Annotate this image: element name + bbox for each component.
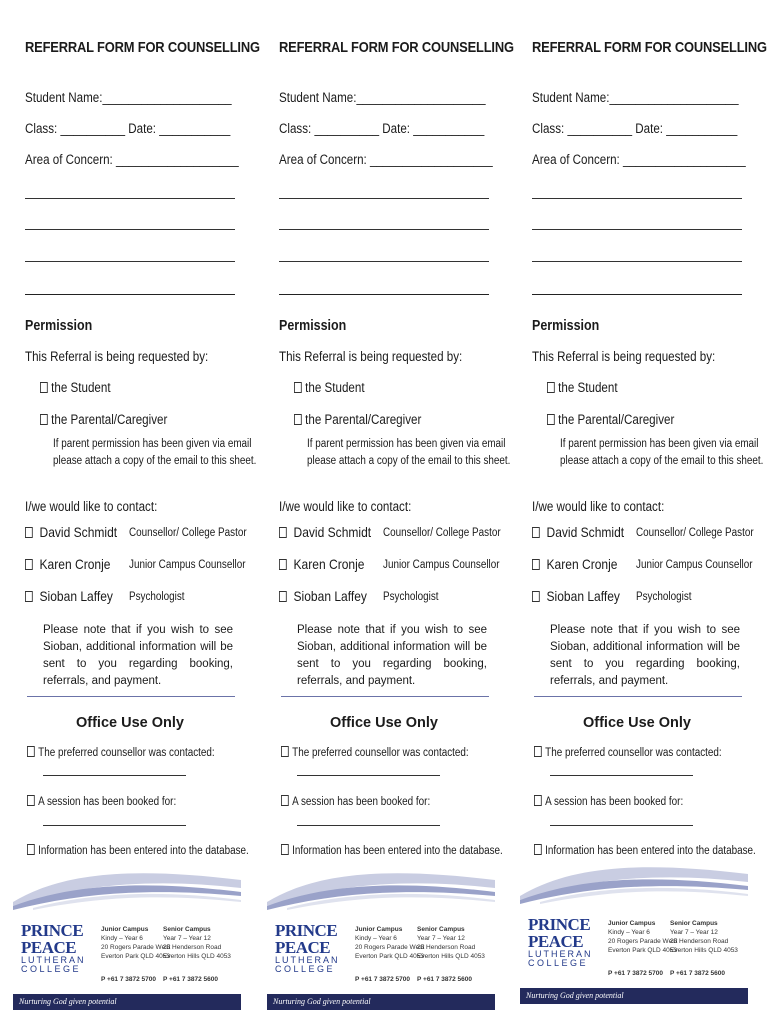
contact-name xyxy=(25,524,117,540)
office-use-heading: Office Use Only xyxy=(330,715,438,731)
class-date-field[interactable]: Class: __________ Date: ___________ xyxy=(25,121,231,136)
campus-line: Year 7 – Year 12 xyxy=(670,929,718,936)
contact-name xyxy=(532,524,624,540)
logo-line: PRINCE xyxy=(275,921,338,940)
campus-title: Junior Campus xyxy=(355,926,403,933)
office-item-label: Information has been entered into the database. xyxy=(545,845,756,857)
office-item[interactable] xyxy=(27,795,176,808)
concern-line[interactable] xyxy=(25,229,235,230)
checkbox-icon[interactable] xyxy=(281,795,289,806)
sioban-notice: Please note that if you wish to see Sioban, additional information will be sent to you regarding booking, referrals, and payment. xyxy=(43,624,233,687)
contact-role: Psychologist xyxy=(383,591,439,603)
senior-campus-info xyxy=(670,919,738,978)
campus-title: Senior Campus xyxy=(417,926,465,933)
contact-name-text: Sioban Laffey xyxy=(546,588,620,604)
checkbox-icon[interactable] xyxy=(547,382,555,393)
campus-line: Kindy – Year 6 xyxy=(101,935,143,942)
office-item[interactable] xyxy=(281,844,503,857)
concern-line[interactable] xyxy=(25,261,235,262)
contact-option[interactable] xyxy=(25,556,245,574)
campus-title: Junior Campus xyxy=(608,920,656,927)
checkbox-icon[interactable] xyxy=(534,746,542,757)
contact-heading: I/we would like to contact: xyxy=(25,499,158,514)
checkbox-icon[interactable] xyxy=(279,591,287,602)
contact-name-text: David Schmidt xyxy=(293,524,372,540)
section-divider xyxy=(281,696,489,697)
campus-title: Senior Campus xyxy=(670,920,718,927)
area-of-concern-field[interactable]: Area of Concern: ___________________ xyxy=(25,152,239,167)
campus-line: Kindy – Year 6 xyxy=(608,929,650,936)
contact-role: Counsellor/ College Pastor xyxy=(636,527,754,539)
concern-line[interactable] xyxy=(25,198,235,199)
class-date-field[interactable]: Class: __________ Date: ___________ xyxy=(532,121,738,136)
tagline-bar: Nurturing God given potential xyxy=(13,994,241,1010)
referral-form xyxy=(526,0,767,1024)
parent-note xyxy=(53,436,256,470)
college-logo xyxy=(21,922,91,974)
contact-role: Counsellor/ College Pastor xyxy=(129,527,247,539)
campus-line: 25 Henderson Road xyxy=(163,944,222,951)
contact-option[interactable] xyxy=(532,556,752,574)
permission-heading: Permission xyxy=(25,318,93,334)
checkbox-icon[interactable] xyxy=(40,414,48,425)
contact-name-text: Karen Cronje xyxy=(39,556,111,572)
requested-by-label: This Referral is being requested by: xyxy=(532,349,716,364)
checkbox-icon[interactable] xyxy=(281,746,289,757)
office-line[interactable] xyxy=(297,775,440,776)
section-divider xyxy=(27,696,235,697)
checkbox-icon[interactable] xyxy=(534,844,542,855)
option-parent[interactable] xyxy=(294,412,421,427)
logo-line: LUTHERAN xyxy=(275,955,340,965)
office-item-label: The preferred counsellor was contacted: xyxy=(545,747,722,759)
campus-line: Everton Park QLD 4053 xyxy=(355,953,425,960)
office-item-label: Information has been entered into the database. xyxy=(292,845,503,857)
campus-title: Senior Campus xyxy=(163,926,211,933)
concern-line[interactable] xyxy=(532,198,742,199)
concern-line[interactable] xyxy=(279,198,489,199)
concern-line[interactable] xyxy=(25,294,235,295)
checkbox-icon[interactable] xyxy=(279,559,287,570)
option-student-label: the Student xyxy=(305,380,365,395)
campus-line: Everton Hills QLD 4053 xyxy=(163,953,231,960)
college-footer xyxy=(13,862,241,1012)
parent-note-line: please attach a copy of the email to this sheet. xyxy=(307,455,511,467)
form-title: REFERRAL FORM FOR COUNSELLING xyxy=(532,39,767,56)
office-item-label: A session has been booked for: xyxy=(292,796,431,808)
junior-campus-info xyxy=(355,925,424,984)
office-item[interactable] xyxy=(27,844,249,857)
option-student[interactable] xyxy=(40,380,111,395)
checkbox-icon[interactable] xyxy=(532,591,540,602)
contact-name-text: David Schmidt xyxy=(39,524,118,540)
campus-phone: P +61 7 3872 5700 xyxy=(101,976,157,983)
campus-line: Kindy – Year 6 xyxy=(355,935,397,942)
student-name-field[interactable]: Student Name:____________________ xyxy=(279,90,486,105)
student-name-field[interactable]: Student Name:____________________ xyxy=(25,90,232,105)
office-line[interactable] xyxy=(43,825,186,826)
logo-line: PEACE xyxy=(528,932,584,951)
junior-campus-info xyxy=(101,925,170,984)
office-item[interactable] xyxy=(281,795,430,808)
office-line[interactable] xyxy=(297,825,440,826)
campus-line: 25 Henderson Road xyxy=(670,938,729,945)
junior-campus-info xyxy=(608,919,677,978)
contact-name xyxy=(532,588,620,604)
senior-campus-info xyxy=(163,925,231,984)
checkbox-icon[interactable] xyxy=(25,559,33,570)
campus-phone: P +61 7 3872 5600 xyxy=(417,976,473,983)
checkbox-icon[interactable] xyxy=(279,527,287,538)
contact-name-text: Sioban Laffey xyxy=(293,588,367,604)
permission-heading: Permission xyxy=(279,318,347,334)
requested-by-label: This Referral is being requested by: xyxy=(279,349,463,364)
concern-line[interactable] xyxy=(279,261,489,262)
contact-name-text: Karen Cronje xyxy=(293,556,365,572)
option-parent-label: the Parental/Caregiver xyxy=(51,412,168,427)
office-line[interactable] xyxy=(550,825,693,826)
parent-note-line: If parent permission has been given via email xyxy=(560,438,759,450)
contact-option[interactable] xyxy=(532,524,752,542)
contact-role: Psychologist xyxy=(636,591,692,603)
section-divider xyxy=(534,696,742,697)
concern-line[interactable] xyxy=(279,294,489,295)
logo-line: COLLEGE xyxy=(275,964,336,974)
sioban-notice: Please note that if you wish to see Sioban, additional information will be sent to you regarding booking, referrals, and payment. xyxy=(297,624,487,687)
office-item[interactable] xyxy=(534,795,683,808)
class-date-field[interactable]: Class: __________ Date: ___________ xyxy=(279,121,485,136)
office-item[interactable] xyxy=(281,746,469,759)
office-item-label: The preferred counsellor was contacted: xyxy=(292,747,469,759)
checkbox-icon[interactable] xyxy=(25,591,33,602)
contact-option[interactable] xyxy=(279,556,499,574)
parent-note-line: If parent permission has been given via email xyxy=(53,438,252,450)
tagline-bar: Nurturing God given potential xyxy=(267,994,495,1010)
senior-campus-info xyxy=(417,925,485,984)
option-student[interactable] xyxy=(294,380,365,395)
concern-line[interactable] xyxy=(279,229,489,230)
campus-line: Everton Park QLD 4053 xyxy=(101,953,171,960)
checkbox-icon[interactable] xyxy=(25,527,33,538)
area-of-concern-field[interactable]: Area of Concern: ___________________ xyxy=(279,152,493,167)
contact-role: Junior Campus Counsellor xyxy=(636,559,753,571)
contact-name-text: Sioban Laffey xyxy=(39,588,113,604)
option-parent-label: the Parental/Caregiver xyxy=(305,412,422,427)
contact-role: Junior Campus Counsellor xyxy=(383,559,500,571)
concern-line[interactable] xyxy=(532,294,742,295)
contact-option[interactable] xyxy=(279,588,499,606)
campus-line: Year 7 – Year 12 xyxy=(417,935,465,942)
college-footer xyxy=(267,862,495,1012)
campus-phone: P +61 7 3872 5600 xyxy=(163,976,219,983)
campus-title: Junior Campus xyxy=(101,926,149,933)
swoosh-graphic xyxy=(267,862,495,912)
office-item-label: A session has been booked for: xyxy=(545,796,684,808)
campus-line: Everton Hills QLD 4053 xyxy=(417,953,485,960)
parent-note xyxy=(560,436,763,470)
office-item[interactable] xyxy=(27,746,215,759)
campus-phone: P +61 7 3872 5600 xyxy=(670,970,726,977)
checkbox-icon[interactable] xyxy=(40,382,48,393)
office-item-label: Information has been entered into the database. xyxy=(38,845,249,857)
contact-option[interactable] xyxy=(532,588,752,606)
office-item-label: A session has been booked for: xyxy=(38,796,177,808)
option-parent-label: the Parental/Caregiver xyxy=(558,412,675,427)
campus-line: Everton Park QLD 4053 xyxy=(608,947,678,954)
contact-option[interactable] xyxy=(279,524,499,542)
office-item-label: The preferred counsellor was contacted: xyxy=(38,747,215,759)
logo-line: PRINCE xyxy=(528,915,591,934)
contact-role: Counsellor/ College Pastor xyxy=(383,527,501,539)
college-logo xyxy=(528,916,598,968)
logo-line: LUTHERAN xyxy=(528,949,593,959)
contact-option[interactable] xyxy=(25,588,245,606)
campus-line: Everton Hills QLD 4053 xyxy=(670,947,738,954)
referral-form xyxy=(273,0,514,1024)
campus-line: Year 7 – Year 12 xyxy=(163,935,211,942)
contact-heading: I/we would like to contact: xyxy=(532,499,665,514)
campus-line: 20 Rogers Parade West xyxy=(355,944,425,951)
checkbox-icon[interactable] xyxy=(27,844,35,855)
option-student-label: the Student xyxy=(51,380,111,395)
option-parent[interactable] xyxy=(547,412,674,427)
contact-name xyxy=(279,588,367,604)
campus-line: 20 Rogers Parade West xyxy=(101,944,171,951)
checkbox-icon[interactable] xyxy=(294,414,302,425)
checkbox-icon[interactable] xyxy=(534,795,542,806)
logo-line: LUTHERAN xyxy=(21,955,86,965)
form-title: REFERRAL FORM FOR COUNSELLING xyxy=(279,39,514,56)
checkbox-icon[interactable] xyxy=(547,414,555,425)
campus-phone: P +61 7 3872 5700 xyxy=(608,970,664,977)
concern-line[interactable] xyxy=(532,261,742,262)
contact-name xyxy=(25,588,113,604)
contact-name xyxy=(279,524,371,540)
option-student-label: the Student xyxy=(558,380,618,395)
contact-option[interactable] xyxy=(25,524,245,542)
office-item[interactable] xyxy=(534,746,722,759)
campus-line: 25 Henderson Road xyxy=(417,944,476,951)
swoosh-graphic xyxy=(520,856,748,906)
logo-line: COLLEGE xyxy=(528,958,589,968)
checkbox-icon[interactable] xyxy=(27,746,35,757)
logo-line: PEACE xyxy=(275,938,331,957)
parent-note-line: please attach a copy of the email to this sheet. xyxy=(560,455,764,467)
office-use-heading: Office Use Only xyxy=(76,715,184,731)
office-use-heading: Office Use Only xyxy=(583,715,691,731)
referral-form xyxy=(19,0,260,1024)
student-name-field[interactable]: Student Name:____________________ xyxy=(532,90,739,105)
contact-role: Junior Campus Counsellor xyxy=(129,559,246,571)
logo-line: COLLEGE xyxy=(21,964,82,974)
campus-line: 20 Rogers Parade West xyxy=(608,938,678,945)
office-line[interactable] xyxy=(43,775,186,776)
checkbox-icon[interactable] xyxy=(281,844,289,855)
logo-line: PRINCE xyxy=(21,921,84,940)
requested-by-label: This Referral is being requested by: xyxy=(25,349,209,364)
checkbox-icon[interactable] xyxy=(294,382,302,393)
permission-heading: Permission xyxy=(532,318,600,334)
office-line[interactable] xyxy=(550,775,693,776)
contact-heading: I/we would like to contact: xyxy=(279,499,412,514)
tagline-bar: Nurturing God given potential xyxy=(520,988,748,1004)
logo-line: PEACE xyxy=(21,938,77,957)
concern-line[interactable] xyxy=(532,229,742,230)
area-of-concern-field[interactable]: Area of Concern: ___________________ xyxy=(532,152,746,167)
college-footer xyxy=(520,856,748,1006)
option-parent[interactable] xyxy=(40,412,167,427)
college-logo xyxy=(275,922,345,974)
checkbox-icon[interactable] xyxy=(532,527,540,538)
form-title: REFERRAL FORM FOR COUNSELLING xyxy=(25,39,260,56)
parent-note-line: If parent permission has been given via email xyxy=(307,438,506,450)
contact-name xyxy=(279,556,364,572)
contact-name-text: Karen Cronje xyxy=(546,556,618,572)
swoosh-graphic xyxy=(13,862,241,912)
checkbox-icon[interactable] xyxy=(27,795,35,806)
contact-name xyxy=(532,556,617,572)
sioban-notice: Please note that if you wish to see Sioban, additional information will be sent to you regarding booking, referrals, and payment. xyxy=(550,624,740,687)
campus-phone: P +61 7 3872 5700 xyxy=(355,976,411,983)
option-student[interactable] xyxy=(547,380,618,395)
contact-name xyxy=(25,556,110,572)
contact-role: Psychologist xyxy=(129,591,185,603)
contact-name-text: David Schmidt xyxy=(546,524,625,540)
checkbox-icon[interactable] xyxy=(532,559,540,570)
parent-note-line: please attach a copy of the email to this sheet. xyxy=(53,455,257,467)
parent-note xyxy=(307,436,510,470)
